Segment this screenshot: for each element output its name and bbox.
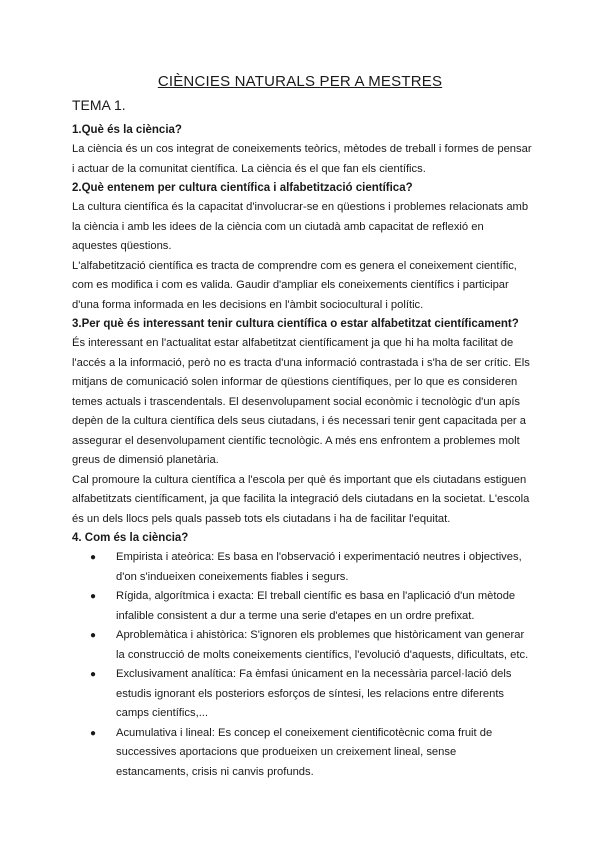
section-4-heading: 4. Com és la ciència?: [72, 532, 189, 544]
section-3-paragraph-1: És interessant en l'actualitat estar alfabetitzat científicament ja que hi ha molta facilitat de l'accés a la informació, però no es tracta d'una informació contrastada i s'ha de ser crític. Els mitjans de comunicació solen informar de qüestions científiques, per lo que es consideren temes actuals i trascendentals. El desenvolupament social econòmic i tecnològic d'un apís depèn de la cultura científica dels seus ciutadans, i és necessari tenir gent capacitada per a assegurar el desenvolupament científic tecnològic. A més ens enfrontem a problemes molt greus de dimensió planetària.: [72, 337, 530, 466]
section-2-heading: 2.Què entenem per cultura científica i alfabetització científica?: [72, 182, 413, 194]
section-2-paragraph-1: La cultura científica és la capacitat d'involucrar-se en qüestions i problemes relacionats amb la ciència i amb les idees de la ciència com un ciutadà amb capacitat de reflexió en aquestes qüestions.: [72, 201, 529, 252]
section-3-paragraph-2: Cal promoure la cultura científica a l'escola per què és important que els ciutadans estiguen alfabetitzats científicament, ja que facilita la integració dels ciutadans en la societat. L'escola és un dels llocs pels quals passeb tots els ciutadans i ha de facilitar l'equitat.: [72, 473, 530, 525]
list-item: ● Exclusivament analítica: Fa èmfasi únicament en la necessària parcel·lació dels estudis ignorant els posteriors esforços de síntesi, les relacions entre diferents camps científics,...: [72, 665, 532, 724]
section-2-paragraph-2: L'alfabetització científica es tracta de comprendre com es genera el coneixement científic, com es modifica i com es valida. Gaudir d'ampliar els coneixements científics i participar d'una forma informada en les decisions en l'àmbit sociocultural i polític.: [72, 259, 517, 311]
section-3-heading: 3.Per què és interessant tenir cultura científica o estar alfabetitzat científicament?: [72, 318, 519, 330]
document-body: [72, 121, 532, 782]
science-characteristics-list: [72, 548, 532, 782]
list-item: ● Acumulativa i lineal: Es concep el coneixement cientificotècnic coma fruit de successives aportacions que produeixen un creixement lineal, sense estancaments, crisis ni canvis profunds.: [72, 724, 532, 783]
section-1-heading: 1.Què és la ciència?: [72, 124, 182, 136]
list-item: ● Rígida, algorítmica i exacta: El treball científic es basa en l'aplicació d'un mètode infalible consistent a dur a terme una serie d'etapes en un ordre prefixat.: [72, 587, 532, 626]
section-1-paragraph: La ciència és un cos integrat de coneixements teòrics, mètodes de treball i formes de pensar i actuar de la comunitat científica. La ciència és el que fan els científics.: [72, 143, 532, 175]
list-item: ● Aproblemàtica i ahistòrica: S'ignoren els problemes que històricament van generar la construcció de molts coneixements científics, l'evolució d'aquests, dificultats, etc.: [72, 626, 532, 665]
bullet-icon: ●: [90, 727, 97, 739]
list-item: ● Empirista i ateòrica: Es basa en l'observació i experimentació neutres i objectives, d'on s'indueixen coneixements fiables i segurs.: [72, 548, 532, 587]
bullet-icon: ●: [90, 630, 97, 641]
bullet-icon: ●: [90, 591, 97, 602]
bullet-icon: ●: [90, 669, 97, 680]
topic-heading: TEMA 1.: [72, 97, 126, 113]
bullet-icon: ●: [90, 552, 97, 563]
page-title: CIÈNCIES NATURALS PER A MESTRES: [157, 73, 443, 90]
